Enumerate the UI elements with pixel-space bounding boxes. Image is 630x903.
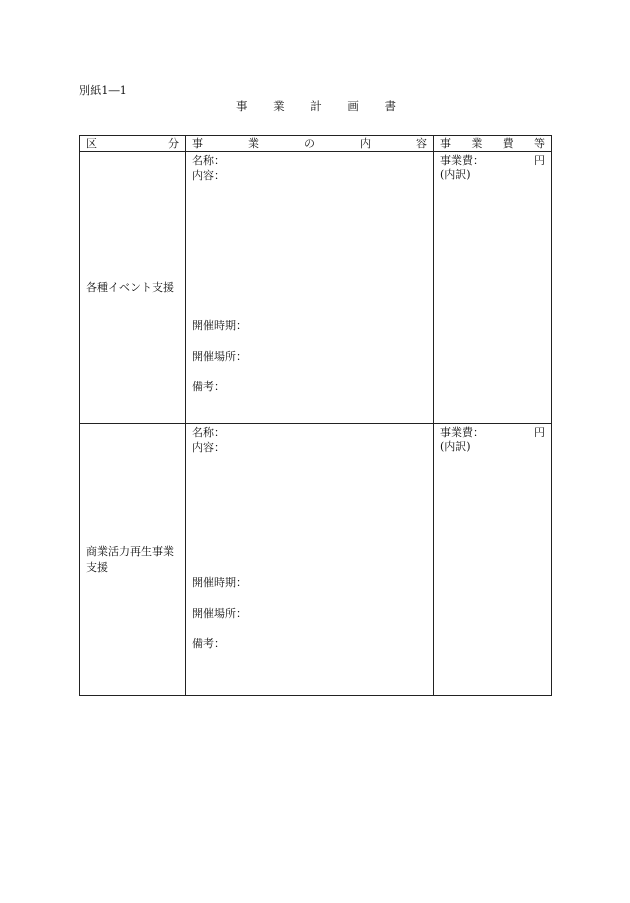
header-row: [80, 136, 552, 152]
header-char: 事: [440, 137, 451, 150]
venue-label: 開催場所：: [192, 350, 247, 363]
content-label: 内容：: [192, 441, 225, 454]
header-char: 内: [360, 137, 371, 150]
table-row: [80, 152, 552, 424]
content-label: 内容：: [192, 169, 225, 182]
header-char: 等: [533, 137, 545, 150]
category-label: 各種イベント支援: [86, 280, 174, 294]
header-cost: [434, 136, 552, 152]
header-char: 費: [502, 137, 514, 150]
cost-cell: [434, 424, 552, 696]
header-char: 区: [86, 137, 97, 150]
yen-unit: 円: [534, 154, 545, 167]
header-char: 事: [192, 137, 203, 150]
title-char: 業: [273, 99, 285, 113]
header-char: 容: [416, 137, 427, 150]
title-char: 計: [310, 99, 322, 113]
title-char: 書: [384, 99, 396, 113]
annex-label: 別紙1―1: [79, 84, 127, 97]
header-char: 業: [471, 137, 483, 150]
remarks-label: 備考：: [192, 637, 225, 650]
business-plan-table: [79, 135, 552, 696]
header-content: [186, 136, 434, 152]
content-cell: [186, 152, 434, 424]
breakdown-label: (内訳): [440, 168, 471, 181]
cost-cell: [434, 152, 552, 424]
header-category: [80, 136, 186, 152]
breakdown-label: (内訳): [440, 440, 471, 453]
table-row: [80, 424, 552, 696]
venue-label: 開催場所：: [192, 607, 247, 620]
name-label: 名称：: [192, 426, 225, 439]
yen-unit: 円: [534, 426, 545, 439]
category-label: 商業活力再生事業 支援: [86, 544, 174, 574]
cost-label: 事業費：: [440, 154, 484, 167]
title-char: 事: [236, 99, 248, 113]
period-label: 開催時期：: [192, 319, 247, 332]
period-label: 開催時期：: [192, 576, 247, 589]
header-char: 分: [168, 137, 179, 150]
header-char: の: [304, 137, 315, 150]
category-cell: [80, 152, 186, 424]
remarks-label: 備考：: [192, 380, 225, 393]
header-char: 業: [248, 137, 259, 150]
name-label: 名称：: [192, 154, 225, 167]
content-cell: [186, 424, 434, 696]
document-title: [236, 98, 396, 114]
title-char: 画: [347, 99, 359, 113]
category-cell: [80, 424, 186, 696]
cost-label: 事業費：: [440, 426, 484, 439]
